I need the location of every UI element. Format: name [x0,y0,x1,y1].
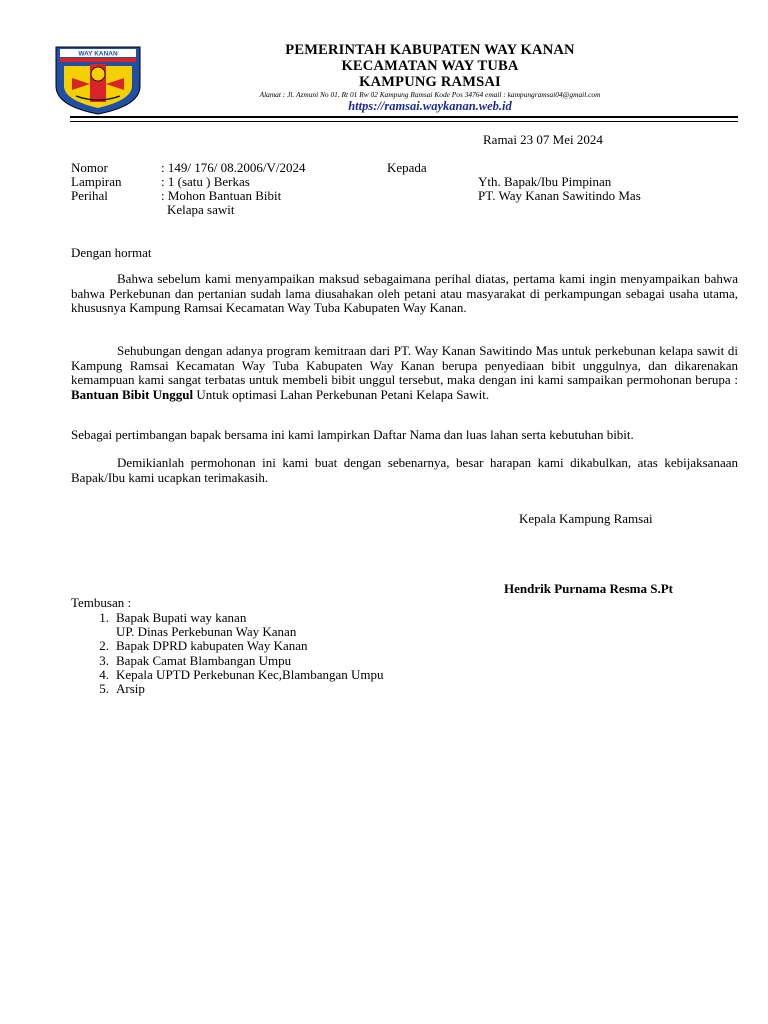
perihal-value-cont: Kelapa sawit [167,202,235,217]
letterhead-rule-thin [70,121,738,122]
letterhead-line-3: KAMPUNG RAMSAI [359,74,501,90]
letterhead-url: https://ramsai.waykanan.web.id [348,99,512,113]
letterhead-address: Alamat : Jl. Azmuni No 01, Rt 01 Rw 02 Kampung Ramsai Kode Pos 34764 email : kampungramsai04@gmail.com [259,90,601,99]
cc-item-text: Bapak DPRD kabupaten Way Kanan [116,638,308,654]
body-paragraph-1 [71,272,738,316]
letter-date: Ramai 23 07 Mei 2024 [483,132,603,147]
cc-label: Tembusan : [71,595,132,610]
letterhead-line-2: KECAMATAN WAY TUBA [341,58,519,74]
recipient-line-2: PT. Way Kanan Sawitindo Mas [478,188,641,203]
nomor-value: : 149/ 176/ 08.2006/V/2024 [161,160,306,175]
emblem-label: WAY KANAN [78,50,118,58]
lampiran-label: Lampiran [71,174,122,189]
cc-item-number: 5. [99,680,109,696]
cc-item-text: Bapak Bupati way kanan [116,610,247,625]
body-paragraph-3 [71,428,738,443]
recipient-kepada: Kepada [387,160,427,175]
letterhead-rule-thick [70,116,738,118]
perihal-value: : Mohon Bantuan Bibit [161,188,282,203]
body-paragraph-4 [71,456,738,485]
body-paragraph-4-text: Demikianlah permohonan ini kami buat dengan sebenarnya, besar harapan kami dikabulkan, atas kebijaksanaan Bapak/Ibu kami ucapkan terimakasih. [71,455,738,485]
body-paragraph-2-highlight: Bantuan Bibit Unggul [71,386,194,402]
signature-title: Kepala Kampung Ramsai [519,511,653,526]
signature-name: Hendrik Purnama Resma S.Pt [504,581,673,596]
cc-item-text: Bapak Camat Blambangan Umpu [116,652,292,668]
cc-item-text: Arsip [116,680,145,696]
body-paragraph-2 [71,344,738,402]
body-paragraph-2-text: Sehubungan dengan adanya program kemitraan dari PT. Way Kanan Sawitindo Mas untuk perkebunan kelapa sawit di Kampung Ramsai Kecamatan Way Tuba Kabupaten Way Kanan berupa penyediaan bibit unggulnya, dan dikarenakan kemampuan kami sangat terbatas untuk membeli bibit unggul tersebut, maka dengan ini kami sampaikan permohonan berupa : [71,343,738,387]
greeting: Dengan hormat [71,245,152,260]
perihal-label: Perihal [71,188,108,203]
cc-item-number: 3. [99,652,109,668]
letterhead-line-1: PEMERINTAH KABUPATEN WAY KANAN [285,42,575,58]
lampiran-value: : 1 (satu ) Berkas [161,174,250,189]
cc-item-number: 4. [99,666,109,682]
nomor-label: Nomor [71,160,108,175]
letterhead [160,42,700,90]
cc-item-text: UP. Dinas Perkebunan Way Kanan [116,624,297,640]
body-paragraph-1-text: Bahwa sebelum kami menyampaikan maksud sebagaimana perihal diatas, pertama kami ingin menyampaikan bahwa bahwa Perkebunan dan pertanian sudah lama diusahakan oleh petani atau masyarakat di perkampungan sebagai usaha utama, khususnya Kampung Ramsai Kecamatan Way Tuba Kabupaten Way Kanan. [71,271,738,315]
recipient-line-1: Yth. Bapak/Ibu Pimpinan [478,174,612,189]
body-paragraph-3-text: Sebagai pertimbangan bapak bersama ini kami lampirkan Daftar Nama dan luas lahan serta kebutuhan bibit. [71,427,634,442]
cc-item-number: 2. [99,638,109,654]
cc-item-number: 1. [99,610,109,625]
cc-item-text: Kepala UPTD Perkebunan Kec,Blambangan Umpu [116,666,384,682]
way-kanan-emblem-icon [50,44,146,116]
body-paragraph-2-tail: Untuk optimasi Lahan Perkebunan Petani Kelapa Sawit. [193,386,490,402]
